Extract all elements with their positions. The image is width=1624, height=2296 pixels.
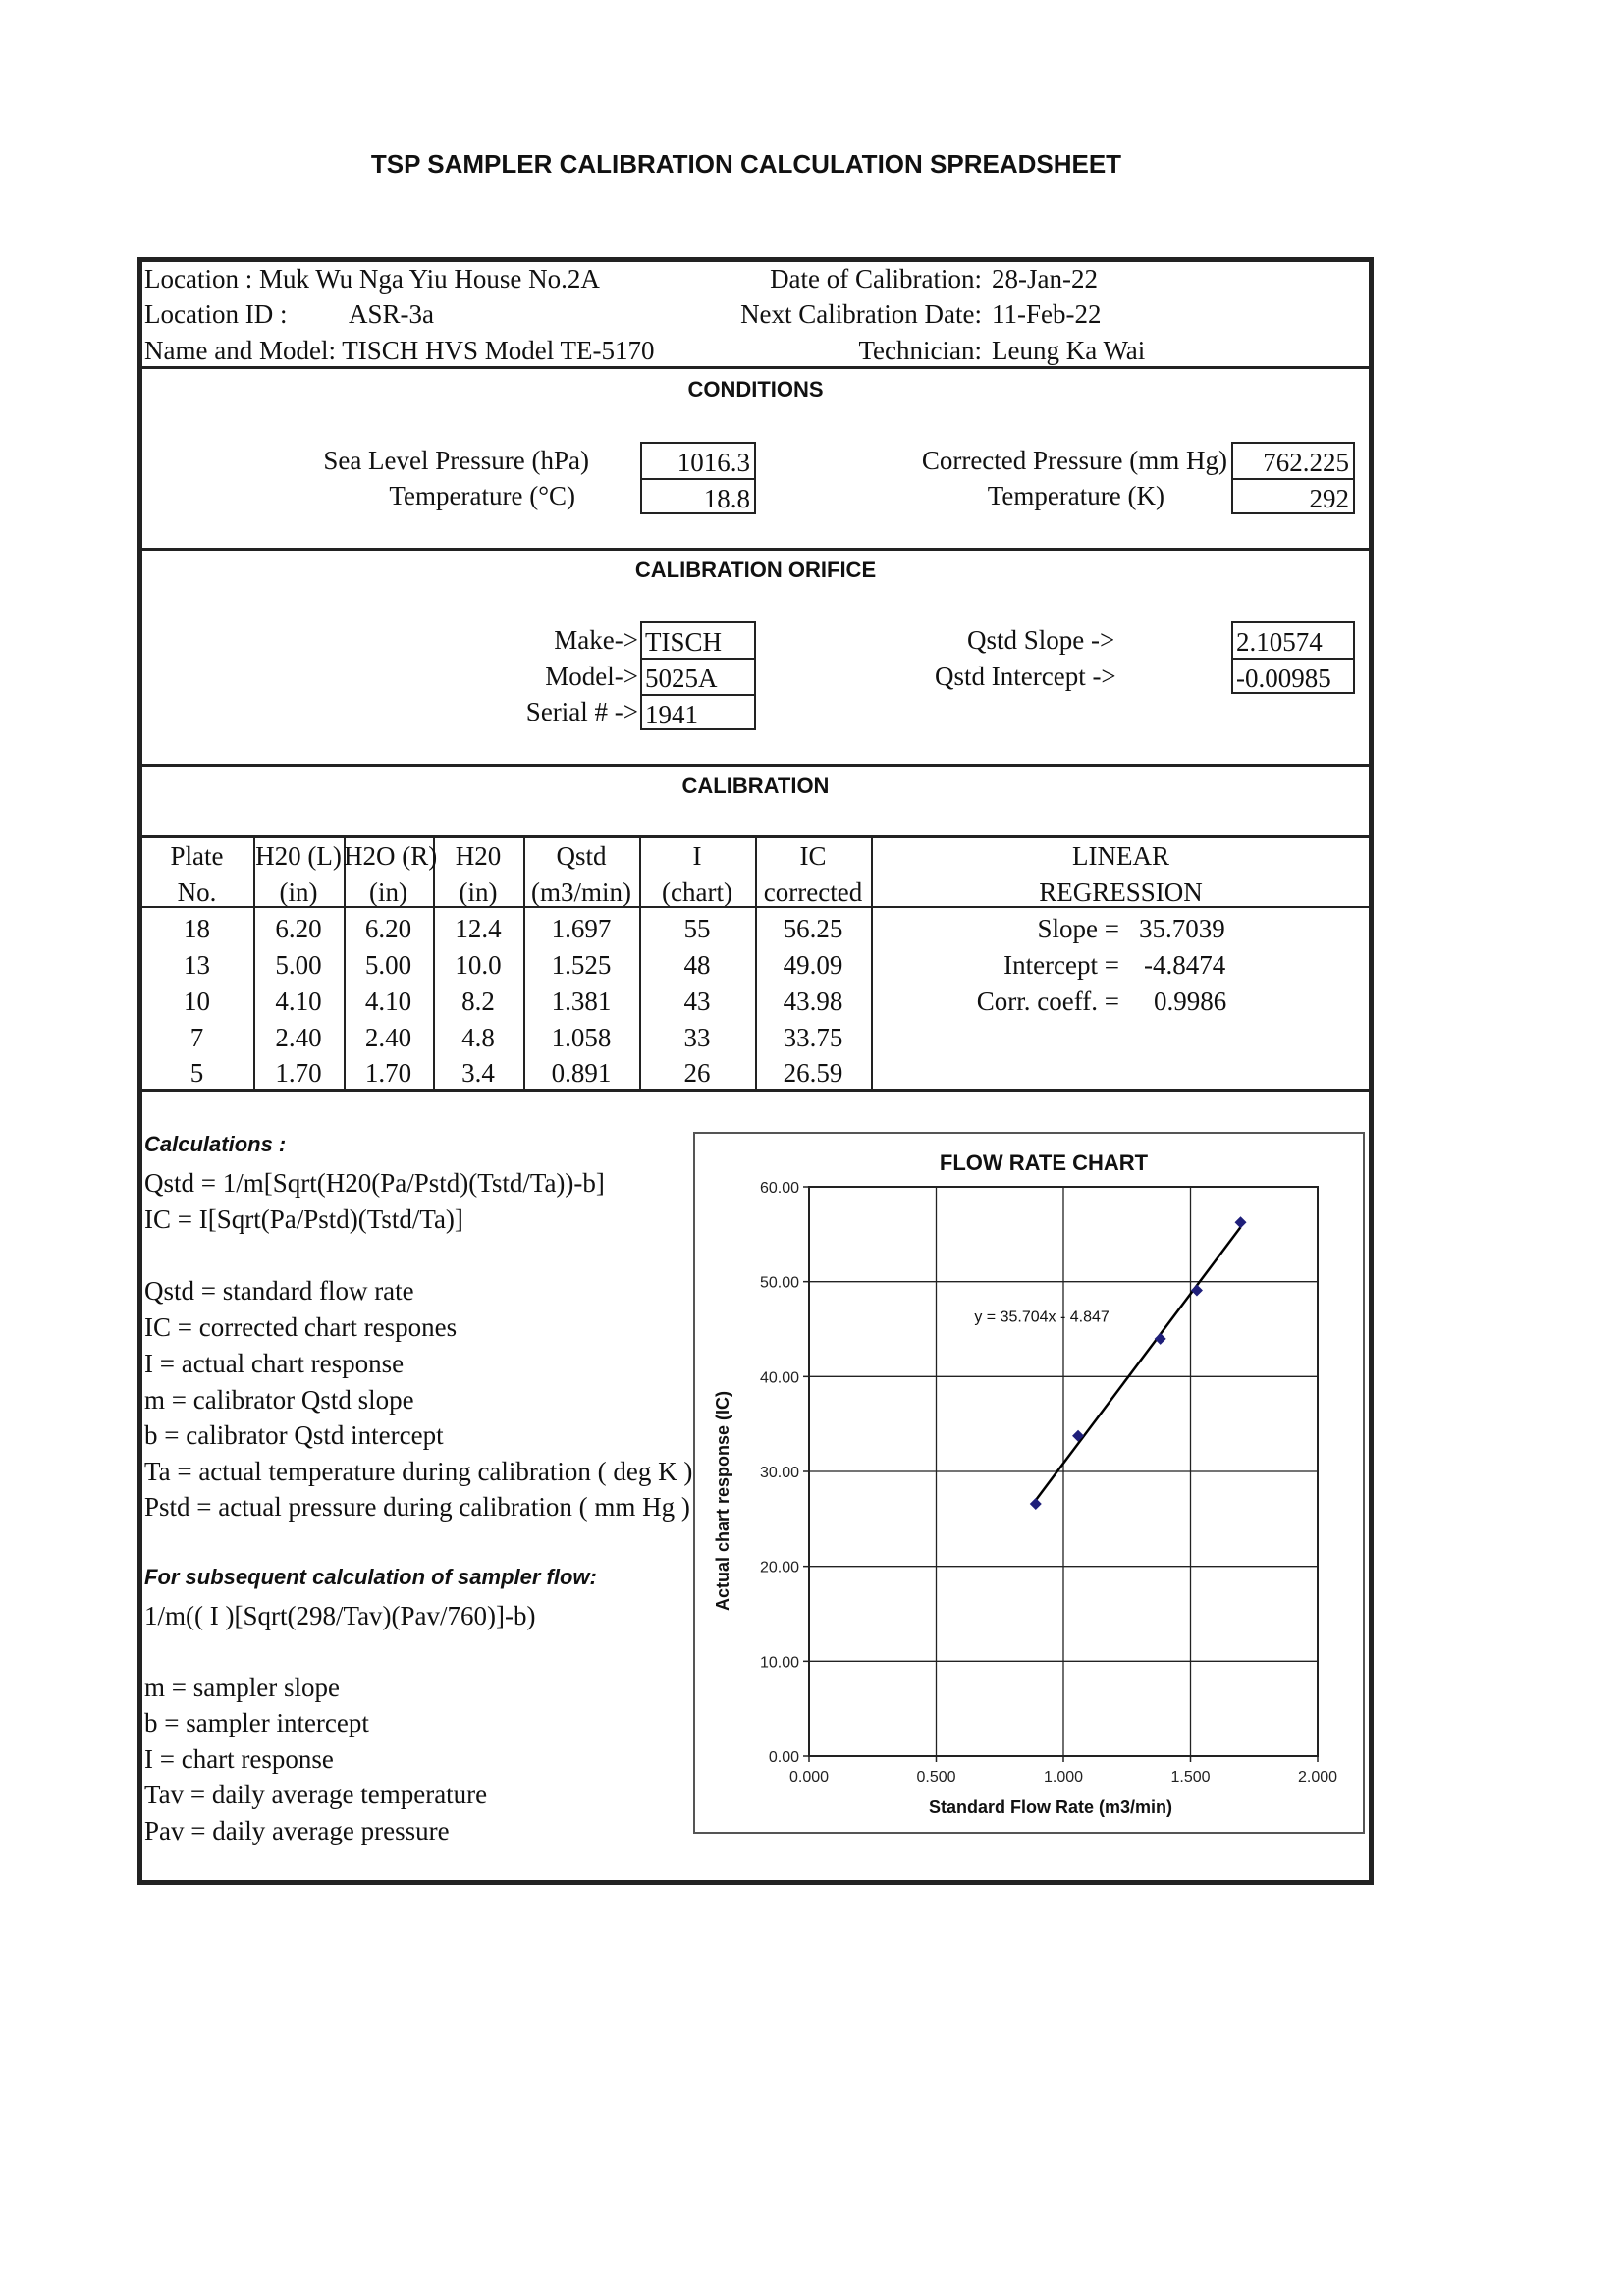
divider: [140, 366, 1371, 369]
regression-slope-label: Slope =: [1037, 914, 1119, 943]
name-model-text: Name and Model: TISCH HVS Model TE-5170: [144, 336, 655, 365]
model-value: 5025A: [645, 664, 718, 693]
definition-line: Ta = actual temperature during calibration ( deg K ): [144, 1457, 693, 1486]
col-header-qstd-unit: (m3/min): [531, 878, 631, 907]
chart-title: FLOW RATE CHART: [939, 1150, 1149, 1175]
y-tick-label: 40.00: [759, 1369, 799, 1387]
definition-line: Qstd = standard flow rate: [144, 1276, 414, 1306]
table-cell: 1.70: [275, 1058, 322, 1088]
col-header-h2o-right-unit: (in): [369, 878, 407, 907]
x-tick-label: 2.000: [1297, 1769, 1338, 1786]
col-header-plate-unit: No.: [177, 878, 217, 907]
table-cell: 18: [184, 914, 210, 943]
table-cell: 2.40: [364, 1023, 412, 1052]
table-cell: 4.10: [275, 987, 322, 1016]
y-tick-label: 10.00: [759, 1654, 799, 1672]
calibration-heading: CALIBRATION: [681, 774, 830, 798]
corrected-pressure-label: Corrected Pressure (mm Hg): [921, 446, 1227, 475]
table-cell: 43.98: [783, 987, 843, 1016]
regression-subtitle: REGRESSION: [1039, 878, 1203, 907]
divider: [140, 764, 1371, 767]
divider: [140, 548, 1371, 551]
regression-corr-value: 0.9986: [1154, 987, 1227, 1016]
page-title: TSP SAMPLER CALIBRATION CALCULATION SPREADSHEET: [370, 149, 1122, 179]
location-id-value: ASR-3a: [349, 299, 434, 329]
subsequent-definition: m = sampler slope: [144, 1673, 340, 1702]
table-cell: 5: [189, 1058, 204, 1088]
definition-line: IC = corrected chart respones: [144, 1312, 458, 1342]
table-cell: 26.59: [783, 1058, 843, 1088]
formula-qstd: Qstd = 1/m[Sqrt(H20(Pa/Pstd)(Tstd/Ta))-b]: [144, 1168, 605, 1198]
col-header-ic-unit: corrected: [763, 878, 863, 907]
table-cell: 1.70: [364, 1058, 412, 1088]
col-header-i: I: [692, 841, 702, 871]
conditions-left-box: [640, 442, 756, 514]
subsequent-heading: For subsequent calculation of sampler flow:: [144, 1565, 597, 1589]
date-value: 28-Jan-22: [992, 264, 1098, 294]
qstd-slope-value: 2.10574: [1236, 627, 1323, 657]
col-header-h2o-right: H2O (R): [344, 841, 438, 871]
table-cell: 8.2: [461, 987, 495, 1016]
table-cell: 5.00: [364, 950, 412, 980]
table-cell: 5.00: [275, 950, 322, 980]
next-date-label: Next Calibration Date:: [740, 299, 982, 329]
box-divider: [642, 478, 754, 480]
table-cell: 7: [189, 1023, 204, 1052]
sea-level-pressure-value: 1016.3: [677, 448, 750, 477]
regression-intercept-value: -4.8474: [1144, 950, 1226, 980]
x-tick-label: 0.500: [916, 1769, 956, 1786]
box-divider: [1233, 478, 1353, 480]
serial-value: 1941: [645, 700, 698, 729]
col-header-h2o-left: H20 (L): [255, 841, 342, 871]
subsequent-definition: I = chart response: [144, 1744, 334, 1774]
table-cell: 10.0: [455, 950, 502, 980]
temperature-k-label: Temperature (K): [987, 481, 1164, 510]
table-cell: 13: [184, 950, 210, 980]
table-cell: 6.20: [364, 914, 412, 943]
next-date-value: 11-Feb-22: [992, 299, 1102, 329]
col-header-h2o: H20: [455, 841, 502, 871]
temperature-c-label: Temperature (°C): [389, 481, 575, 510]
table-cell: 56.25: [783, 914, 843, 943]
table-cell: 4.8: [461, 1023, 495, 1052]
table-cell: 49.09: [783, 950, 843, 980]
subsequent-definition: b = sampler intercept: [144, 1708, 369, 1737]
trendline-equation: y = 35.704x - 4.847: [974, 1308, 1110, 1326]
regression-corr-label: Corr. coeff. =: [976, 987, 1119, 1016]
y-tick-label: 20.00: [759, 1559, 799, 1576]
model-label: Model->: [545, 662, 638, 691]
temperature-k-value: 292: [1309, 484, 1349, 513]
corrected-pressure-value: 762.225: [1263, 448, 1349, 477]
table-cell: 33.75: [783, 1023, 843, 1052]
chart-x-axis-label: Standard Flow Rate (m3/min): [928, 1797, 1173, 1817]
conditions-heading: CONDITIONS: [687, 377, 824, 401]
orifice-heading: CALIBRATION ORIFICE: [634, 558, 877, 582]
conditions-right-box: [1231, 442, 1355, 514]
col-header-h2o-unit: (in): [459, 878, 498, 907]
table-cell: 48: [683, 950, 711, 980]
subsequent-formula: 1/m(( I )[Sqrt(298/Tav)(Pav/760)]-b): [144, 1601, 536, 1630]
table-cell: 1.525: [551, 950, 612, 980]
table-cell: 1.381: [551, 987, 612, 1016]
table-cell: 1.058: [551, 1023, 612, 1052]
technician-label: Technician:: [858, 336, 982, 365]
table-cell: 10: [184, 987, 210, 1016]
subsequent-definition: Tav = daily average temperature: [144, 1780, 488, 1809]
regression-slope-value: 35.7039: [1139, 914, 1225, 943]
qstd-intercept-value: -0.00985: [1236, 664, 1331, 693]
technician-value: Leung Ka Wai: [992, 336, 1146, 365]
table-cell: 33: [683, 1023, 711, 1052]
y-tick-label: 30.00: [759, 1465, 799, 1481]
qstd-intercept-label: Qstd Intercept ->: [935, 662, 1116, 691]
subsequent-definition: Pav = daily average pressure: [144, 1816, 450, 1845]
col-header-ic: IC: [799, 841, 827, 871]
table-cell: 1.697: [551, 914, 612, 943]
temperature-c-value: 18.8: [703, 484, 750, 513]
box-divider: [642, 658, 754, 660]
y-tick-label: 50.00: [759, 1274, 799, 1292]
x-tick-label: 0.000: [788, 1769, 830, 1786]
sea-level-pressure-label: Sea Level Pressure (hPa): [323, 446, 589, 475]
definition-line: I = actual chart response: [144, 1349, 405, 1378]
orifice-right-box: [1231, 621, 1355, 694]
definition-line: b = calibrator Qstd intercept: [144, 1420, 444, 1450]
definition-line: m = calibrator Qstd slope: [144, 1385, 414, 1415]
location-text: Location : Muk Wu Nga Yiu House No.2A: [144, 264, 600, 294]
box-divider: [642, 694, 754, 696]
table-cell: 3.4: [461, 1058, 495, 1088]
date-label: Date of Calibration:: [770, 264, 982, 294]
x-tick-label: 1.500: [1170, 1769, 1211, 1786]
chart-y-axis-label: Actual chart response (IC): [713, 1390, 732, 1612]
col-header-plate: Plate: [170, 841, 224, 871]
table-cell: 12.4: [455, 914, 502, 943]
divider: [140, 1089, 1371, 1092]
calculations-heading: Calculations :: [144, 1132, 287, 1156]
table-cell: 55: [683, 914, 711, 943]
table-cell: 0.891: [551, 1058, 612, 1088]
col-header-h2o-left-unit: (in): [279, 878, 318, 907]
table-cell: 4.10: [364, 987, 412, 1016]
col-header-i-unit: (chart): [662, 878, 732, 907]
col-header-qstd: Qstd: [556, 841, 607, 871]
serial-label: Serial # ->: [525, 697, 638, 726]
table-cell: 2.40: [275, 1023, 322, 1052]
make-value: TISCH: [645, 627, 723, 657]
regression-intercept-label: Intercept =: [1003, 950, 1119, 980]
formula-ic: IC = I[Sqrt(Pa/Pstd)(Tstd/Ta)]: [144, 1204, 463, 1234]
table-cell: 26: [683, 1058, 711, 1088]
table-cell: 6.20: [275, 914, 322, 943]
col-divider: [871, 836, 873, 1089]
regression-title: LINEAR: [1072, 841, 1169, 871]
orifice-left-box: [640, 621, 756, 730]
box-divider: [1233, 658, 1353, 660]
table-cell: 43: [683, 987, 711, 1016]
qstd-slope-label: Qstd Slope ->: [967, 625, 1115, 655]
y-tick-label: 0.00: [768, 1749, 799, 1766]
make-label: Make->: [554, 625, 638, 655]
location-id-label: Location ID :: [144, 299, 288, 329]
definition-line: Pstd = actual pressure during calibration ( mm Hg ): [144, 1492, 690, 1522]
flow-rate-chart: [693, 1132, 1365, 1834]
y-tick-label: 60.00: [759, 1180, 799, 1197]
x-tick-label: 1.000: [1043, 1769, 1084, 1786]
